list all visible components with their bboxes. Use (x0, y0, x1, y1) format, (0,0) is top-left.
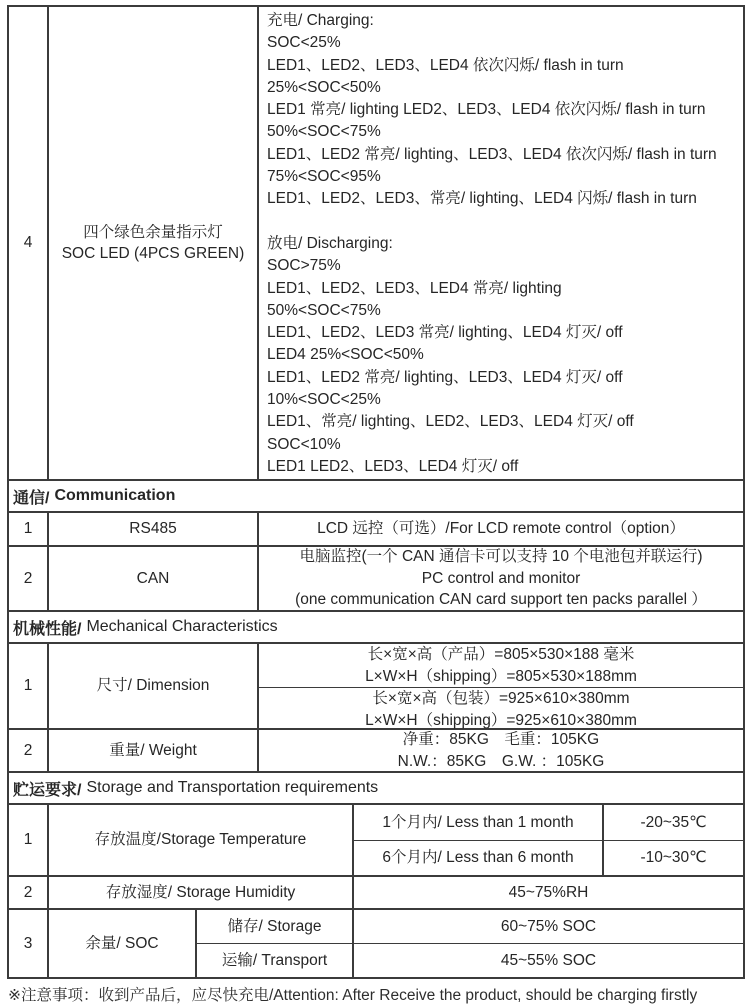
led-status-line: LED1 LED2、LED3、LED4 灯灭/ off (267, 457, 519, 475)
row-number: 1 (23, 677, 33, 695)
section-header-communication (9, 479, 743, 511)
led-status-line: 75%<SOC<95% (267, 168, 381, 186)
dimension-product-cn: 长×宽×高（产品）=805×530×188 毫米 (367, 646, 635, 663)
led-status-line: 10%<SOC<25% (267, 391, 381, 409)
row-soc-led (9, 7, 743, 479)
soc-led-item-cell (47, 7, 257, 479)
soc-led-value-cell (257, 7, 743, 479)
row-number: 2 (23, 741, 33, 759)
temperature-label: 1个月内/ Less than 1 month (352, 805, 602, 840)
row-rs485 (9, 511, 743, 545)
can-value-line: (one communication CAN card support ten packs parallel ） (295, 591, 707, 609)
soc-requirement-subtable (195, 910, 743, 977)
soc-requirement-item: 余量/ SOC (47, 910, 195, 977)
led-status-line: LED1、LED2、LED3、LED4 依次闪烁/ flash in turn (267, 56, 624, 74)
led-status-line: 50%<SOC<75% (267, 301, 381, 319)
soc-storage-value: 60~75% SOC (352, 910, 743, 943)
section-title-cn: 机械性能/ (13, 620, 82, 638)
led-status-line: SOC>75% (267, 257, 341, 275)
section-title-cn: 贮运要求/ (13, 781, 82, 799)
section-title-cn: 通信/ (13, 489, 50, 507)
section-header-mechanical (9, 610, 743, 642)
led-status-line: 25%<SOC<50% (267, 78, 381, 96)
can-item: CAN (47, 547, 257, 610)
row-number: 1 (23, 831, 33, 849)
section-title-en: Mechanical Characteristics (86, 618, 278, 635)
row-number: 2 (23, 569, 33, 587)
temperature-value: -20~35℃ (602, 805, 743, 840)
soc-transport-value: 45~55% SOC (352, 944, 743, 977)
storage-temperature-item: 存放温度/Storage Temperature (47, 805, 352, 875)
dimension-package-cn: 长×宽×高（包装）=925×610×380mm (372, 690, 630, 707)
dimension-value-cell (257, 644, 743, 728)
dimension-package-block (259, 687, 743, 731)
temperature-subrow-6month (352, 840, 743, 876)
can-value-line: 电脑监控(一个 CAN 通信卡可以支持 10 个电池包并联运行) (299, 548, 703, 566)
dimension-product-en: L×W×H（shipping）=805×530×188mm (365, 667, 637, 685)
led-status-line: LED1、LED2 常亮/ lighting、LED3、LED4 灯灭/ off (267, 368, 623, 386)
weight-value-cell (257, 730, 743, 771)
row-number: 2 (23, 883, 33, 901)
led-status-line: LED1、LED2、LED3、LED4 常亮/ lighting (267, 279, 562, 297)
led-status-line: SOC<25% (267, 34, 341, 52)
row-dimension (9, 642, 743, 728)
storage-humidity-value: 45~75%RH (352, 877, 743, 908)
row-number: 4 (23, 234, 33, 252)
rs485-value: LCD 远控（可选）/For LCD remote control（option） (257, 513, 743, 545)
temperature-label: 6个月内/ Less than 6 month (352, 841, 602, 876)
storage-temperature-subtable (352, 805, 743, 875)
dimension-product-block (259, 644, 743, 687)
led-status-line: LED1、LED2、LED3 常亮/ lighting、LED4 灯灭/ off (267, 324, 623, 342)
weight-value-en: N.W.：85KG G.W. ：105KG (397, 752, 605, 770)
row-storage-humidity (9, 875, 743, 908)
soc-storage-label: 储存/ Storage (195, 910, 352, 943)
soc-transport-label: 运输/ Transport (195, 944, 352, 977)
storage-humidity-item: 存放湿度/ Storage Humidity (47, 877, 352, 908)
spec-table (7, 5, 745, 979)
dimension-item: 尺寸/ Dimension (47, 644, 257, 728)
led-status-line: 放电/ Discharging: (267, 234, 393, 252)
led-status-line: LED1 常亮/ lighting LED2、LED3、LED4 依次闪烁/ flash in turn (267, 101, 706, 119)
row-number: 3 (23, 934, 33, 952)
led-status-line: 充电/ Charging: (267, 12, 374, 29)
row-can (9, 545, 743, 610)
temperature-subrow-1month (352, 805, 743, 840)
weight-value-cn: 净重：85KG 毛重：105KG (402, 731, 600, 748)
attention-note: ※注意事项：收到产品后，应尽快充电/Attention: After Receive the product, should be charging firstly (8, 987, 698, 1004)
led-status-line: LED1、LED2 常亮/ lighting、LED3、LED4 依次闪烁/ flash in turn (267, 145, 717, 163)
blank-line (267, 211, 735, 233)
led-status-line: LED1、LED2、LED3、常亮/ lighting、LED4 闪烁/ flash in turn (267, 190, 697, 208)
temperature-value: -10~30℃ (602, 841, 743, 876)
row-number: 1 (23, 520, 33, 538)
led-status-line: SOC<10% (267, 435, 341, 453)
row-storage-temperature (9, 803, 743, 875)
can-value-line: PC control and monitor (421, 569, 581, 587)
weight-item: 重量/ Weight (47, 730, 257, 771)
led-status-line: LED1、常亮/ lighting、LED2、LED3、LED4 灯灭/ off (267, 413, 634, 431)
rs485-item: RS485 (47, 513, 257, 545)
dimension-package-en: L×W×H（shipping）=925×610×380mm (365, 711, 637, 729)
section-title-en: Storage and Transportation requirements (86, 779, 379, 796)
section-header-storage (9, 771, 743, 803)
led-status-line: LED4 25%<SOC<50% (267, 346, 424, 364)
section-title-en: Communication (54, 487, 176, 504)
soc-led-item-cn: 四个绿色余量指示灯 (83, 223, 223, 241)
row-weight (9, 728, 743, 771)
soc-subrow-storage (195, 910, 743, 943)
soc-led-item-en: SOC LED (4PCS GREEN) (61, 245, 245, 262)
can-value-cell (257, 547, 743, 610)
soc-subrow-transport (195, 943, 743, 977)
row-soc-requirement (9, 908, 743, 977)
led-status-line: 50%<SOC<75% (267, 123, 381, 141)
